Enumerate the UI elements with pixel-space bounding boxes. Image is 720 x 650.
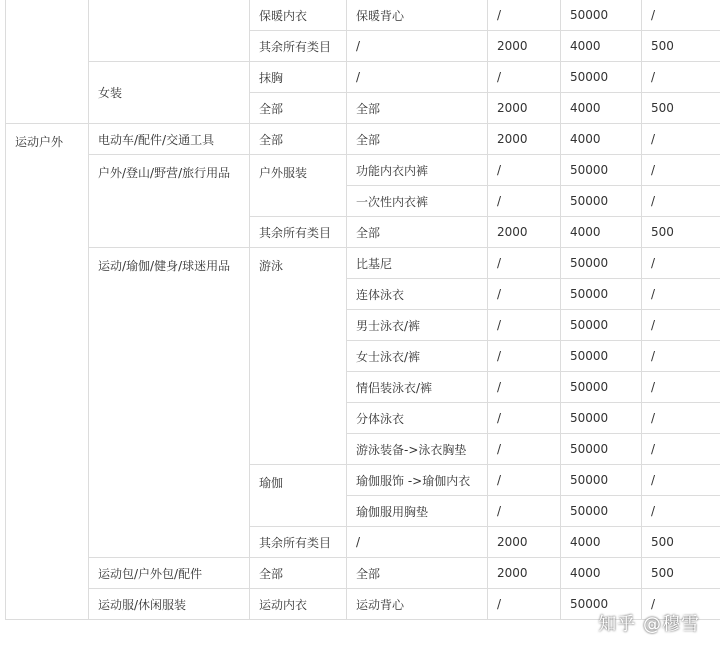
cell-category-l4: 功能内衣内裤 [347,155,488,186]
cell-value-a: / [488,403,561,434]
cell-category-l2: 运动服/休闲服装 [89,589,250,620]
cell-category-l3: 其余所有类目 [250,217,347,248]
cell-value-a: / [488,279,561,310]
cell-value-b: 50000 [561,403,642,434]
cell-value-c: / [642,465,720,496]
cell-value-c: / [642,186,720,217]
cell-category-l3: 运动内衣 [250,589,347,620]
table-row [6,0,720,31]
table-row [6,124,720,155]
cell-value-b: 50000 [561,496,642,527]
cell-value-b: 50000 [561,248,642,279]
cell-value-c: / [642,155,720,186]
cell-value-b: 4000 [561,558,642,589]
cell-value-b: 50000 [561,341,642,372]
cell-value-a: 2000 [488,124,561,155]
cell-value-a: / [488,496,561,527]
cell-value-b: 50000 [561,0,642,31]
cell-category-l2: 运动/瑜伽/健身/球迷用品 [89,248,250,558]
cell-category-l4: 连体泳衣 [347,279,488,310]
cell-category-l4: 全部 [347,558,488,589]
cell-category-l4: 全部 [347,93,488,124]
cell-category-l4: 瑜伽服饰 ->瑜伽内衣 [347,465,488,496]
cell-category-l2: 户外/登山/野营/旅行用品 [89,155,250,248]
cell-category-l2: 电动车/配件/交通工具 [89,124,250,155]
cell-value-c: / [642,124,720,155]
cell-value-c: / [642,279,720,310]
cell-category-l4: 比基尼 [347,248,488,279]
cell-value-c: / [642,434,720,465]
cell-value-c: / [642,310,720,341]
table-row [6,62,720,93]
cell-category-l4: 分体泳衣 [347,403,488,434]
cell-value-a: 2000 [488,558,561,589]
cell-value-c: / [642,372,720,403]
cell-value-b: 50000 [561,279,642,310]
cell-value-b: 50000 [561,372,642,403]
cell-value-a: / [488,310,561,341]
cell-value-a: 2000 [488,93,561,124]
cell-value-a: / [488,62,561,93]
cell-value-c: / [642,341,720,372]
cell-value-c: / [642,403,720,434]
cell-category-l2: 运动包/户外包/配件 [89,558,250,589]
cell-value-b: 4000 [561,31,642,62]
cell-value-a: 2000 [488,217,561,248]
category-table [5,0,720,620]
watermark: 知乎 @穆雪 [598,614,700,635]
cell-value-c: / [642,62,720,93]
cell-category-l4: 保暖背心 [347,0,488,31]
cell-category-l2 [89,0,250,62]
cell-category-l1 [6,0,89,124]
cell-value-a: / [488,434,561,465]
cell-category-l4: 全部 [347,217,488,248]
cell-value-a: 2000 [488,527,561,558]
cell-value-a: / [488,248,561,279]
cell-category-l4: 男士泳衣/裤 [347,310,488,341]
cell-category-l4: 一次性内衣裤 [347,186,488,217]
cell-value-b: 4000 [561,93,642,124]
cell-category-l3: 保暖内衣 [250,0,347,31]
cell-category-l4: 女士泳衣/裤 [347,341,488,372]
cell-value-a: / [488,589,561,620]
cell-value-b: 50000 [561,589,642,620]
cell-category-l3: 其余所有类目 [250,527,347,558]
cell-value-c: 500 [642,558,720,589]
cell-category-l3: 全部 [250,124,347,155]
cell-category-l3: 户外服装 [250,155,347,217]
cell-value-b: 50000 [561,62,642,93]
cell-value-b: 50000 [561,310,642,341]
cell-category-l3: 瑜伽 [250,465,347,527]
cell-category-l4: 运动背心 [347,589,488,620]
cell-value-b: 50000 [561,434,642,465]
cell-value-c: 500 [642,31,720,62]
cell-category-l3: 抹胸 [250,62,347,93]
cell-value-c: 500 [642,527,720,558]
cell-category-l2: 女装 [89,62,250,124]
cell-value-b: 4000 [561,124,642,155]
cell-value-a: / [488,372,561,403]
cell-value-c: / [642,496,720,527]
cell-category-l3: 游泳 [250,248,347,465]
table-row [6,248,720,279]
cell-category-l1: 运动户外 [6,124,89,620]
cell-category-l4: / [347,527,488,558]
cell-value-c: 500 [642,217,720,248]
cell-value-c: / [642,0,720,31]
cell-value-a: / [488,186,561,217]
cell-category-l4: / [347,31,488,62]
cell-category-l3: 全部 [250,558,347,589]
cell-category-l4: 游泳装备->泳衣胸垫 [347,434,488,465]
cell-category-l4: 全部 [347,124,488,155]
cell-category-l3: 全部 [250,93,347,124]
cell-value-c: / [642,248,720,279]
cell-value-b: 50000 [561,186,642,217]
cell-value-c: 500 [642,93,720,124]
table-row [6,155,720,186]
cell-category-l4: 情侣装泳衣/裤 [347,372,488,403]
cell-value-b: 50000 [561,155,642,186]
cell-value-c: / [642,589,720,620]
cell-value-a: / [488,341,561,372]
cell-value-a: / [488,465,561,496]
cell-value-a: 2000 [488,31,561,62]
cell-value-a: / [488,0,561,31]
cell-category-l3: 其余所有类目 [250,31,347,62]
cell-value-b: 50000 [561,465,642,496]
cell-category-l4: / [347,62,488,93]
table-row [6,558,720,589]
cell-category-l4: 瑜伽服用胸垫 [347,496,488,527]
cell-value-a: / [488,155,561,186]
cell-value-b: 4000 [561,217,642,248]
cell-value-b: 4000 [561,527,642,558]
